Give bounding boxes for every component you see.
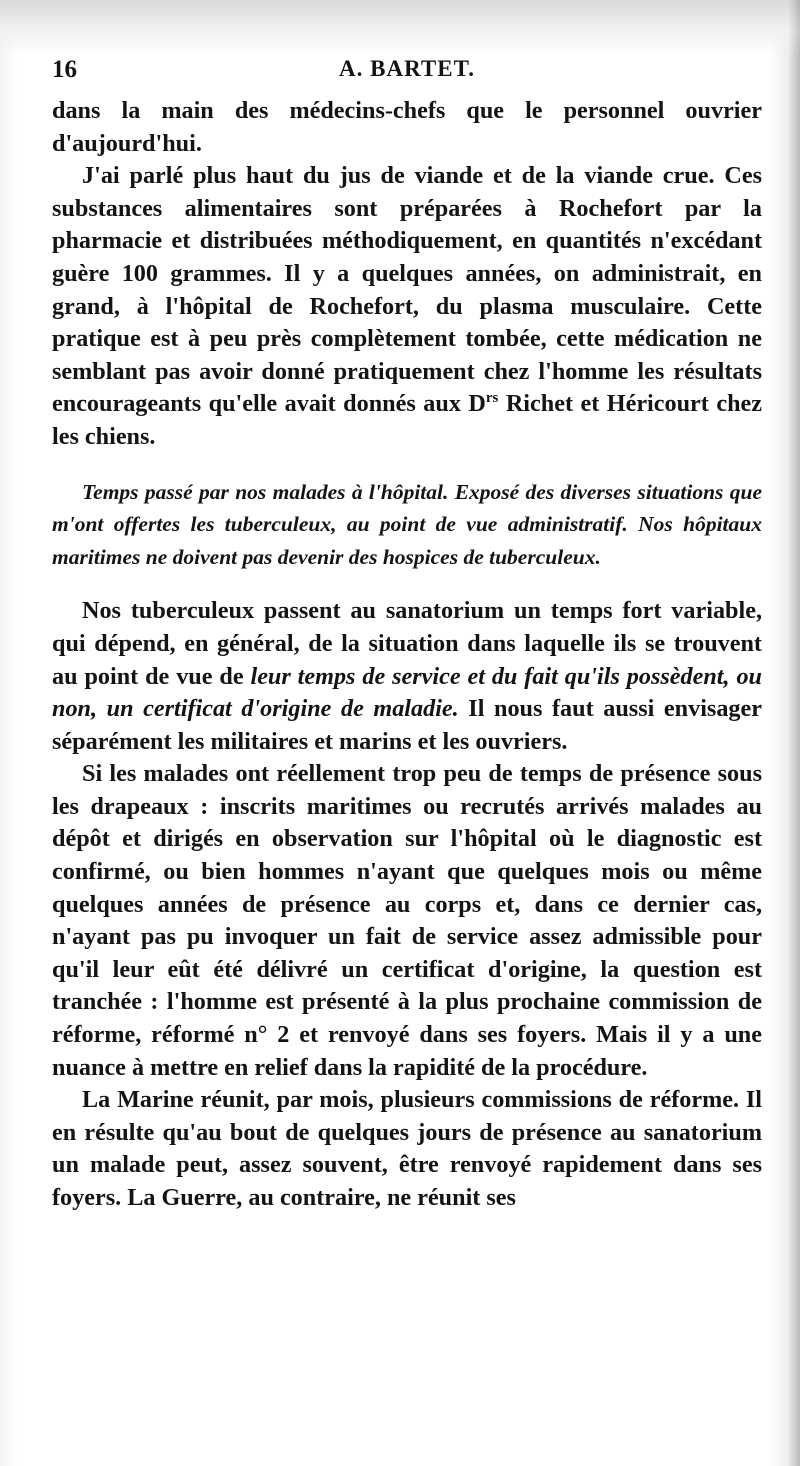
paragraph-meat-juice: [52, 160, 762, 453]
paragraph-text: Nos tuberculeux passent au sanatorium un temps fort variable, qui dépend, en général, de la situation dans laquelle ils se trouvent au point de vue de: [52, 597, 762, 690]
paragraph-text: Richet et Héricourt chez les chiens.: [52, 390, 762, 450]
page-number: 16: [52, 56, 77, 83]
text-body: [52, 95, 762, 1215]
page-edge-shadow: [788, 0, 800, 1466]
page-header: [52, 56, 762, 88]
paragraph-marine-commissions: La Marine réunit, par mois, plusieurs commissions de réforme. Il en résulte qu'au bout de quelques jours de présence au sanatorium un malade peut, assez souvent, être renvoyé rapidement dans ses foyers. La Guerre, au contraire, ne réunit ses: [52, 1086, 762, 1211]
running-head: A. BARTET.: [339, 56, 475, 81]
paragraph-reform-procedure: Si les malades ont réellement trop peu de temps de présence sous les drapeaux : inscrits maritimes ou recrutés arrivés malades au dépôt et dirigés en observation sur l'hôpital où le diagnostic est confirmé, ou bien hommes n'ayant que quelques mois ou même quelques années de présence au corps et, dans ce dernier cas, n'ayant pas pu invoquer un fait de service assez admissible pour qu'il leur eût été délivré un certificat d'origine, la question est tranchée : l'homme est présenté à la plus prochaine commission de réforme, réformé n° 2 et renvoyé dans ses foyers. Mais il y a une nuance à mettre en relief dans la rapidité de la procédure.: [52, 760, 762, 1081]
paragraph-text: Il nous faut aussi envisager séparément les militaires et marins et les ouvriers.: [52, 695, 762, 755]
paragraph-sanatorium-time: [52, 595, 762, 758]
scan-shadow: [0, 0, 800, 55]
paragraph-continuation: dans la main des médecins-chefs que le personnel ouvrier d'aujourd'hui.: [52, 97, 762, 157]
superscript-rs: rs: [485, 390, 499, 407]
emphasized-text: leur temps de service et du fait qu'ils possèdent, ou non, un certificat d'origine de maladie.: [52, 662, 762, 723]
section-heading: Temps passé par nos malades à l'hôpital. Exposé des diverses situations que m'ont offertes les tuberculeux, au point de vue administratif. Nos hôpitaux maritimes ne doivent pas devenir des hospices de tuberculeux.: [52, 479, 762, 569]
paragraph-text: J'ai parlé plus haut du jus de viande et de la viande crue. Ces substances alimentaires sont préparées à Rochefort par la pharmacie et distribuées méthodiquement, en quantités n'excédant guère 100 grammes. Il y a quelques années, on administrait, en grand, à l'hôpital de Rochefort, du plasma musculaire. Cette pratique est à peu près complètement tombée, cette médication ne semblant pas avoir donné pratiquement chez l'homme les résultats encourageants qu'elle avait donnés aux D: [52, 162, 762, 418]
